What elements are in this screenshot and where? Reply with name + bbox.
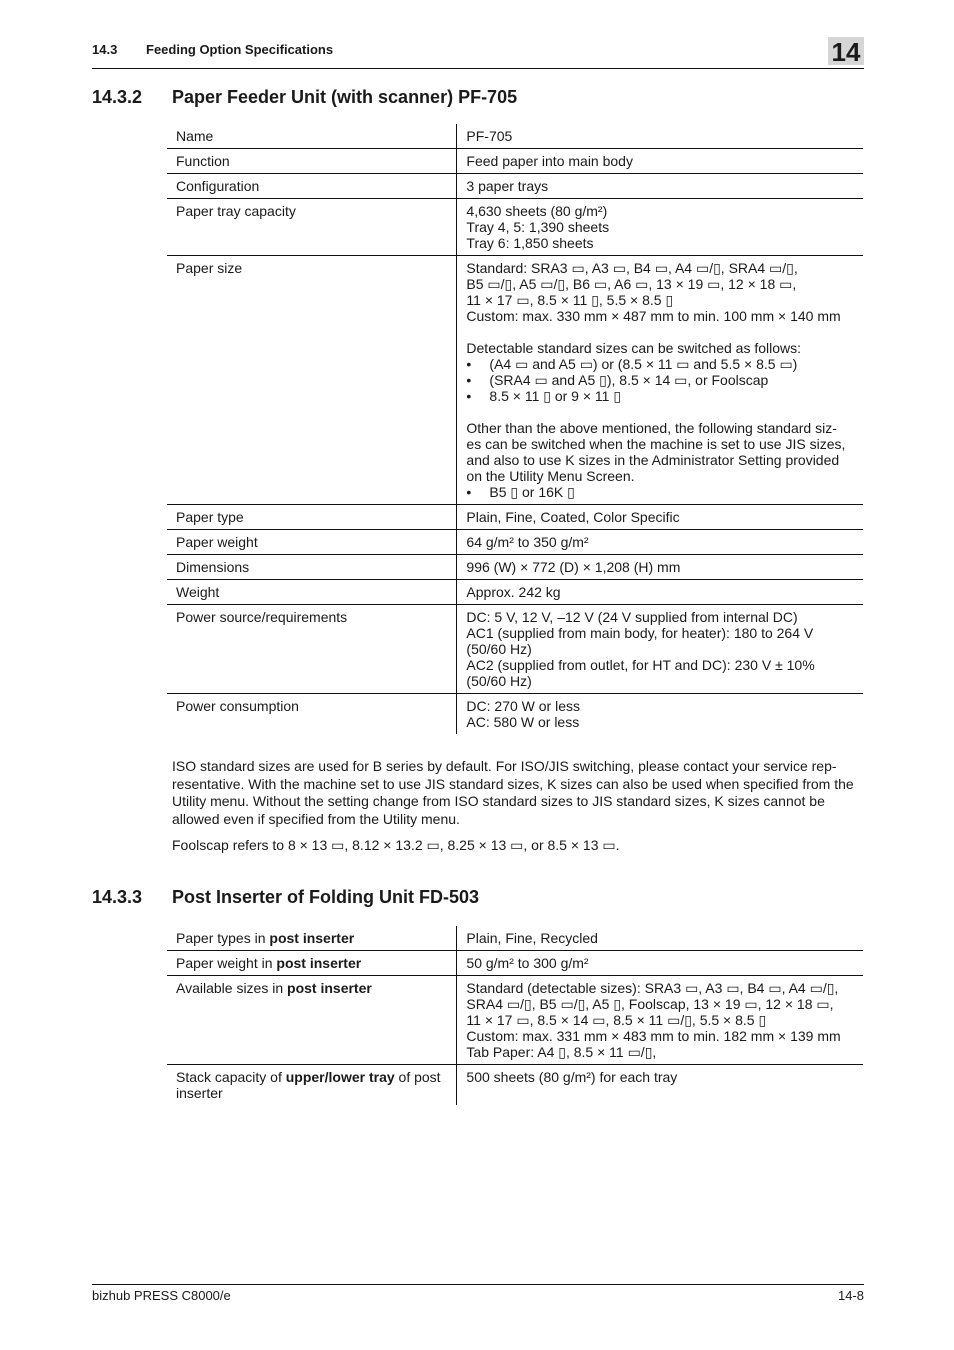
value-line: 11 × 17 ▭, 8.5 × 11 ▯, 5.5 × 8.5 ▯ xyxy=(466,292,674,308)
spec-label: Paper tray capacity xyxy=(167,199,457,256)
value-line: PF-705 xyxy=(466,128,513,144)
spec-row xyxy=(167,580,863,605)
spec-label: Power source/requirements xyxy=(167,605,457,694)
value-line: DC: 270 W or less xyxy=(466,698,580,714)
value-line: AC2 (supplied from outlet, for HT and DC): 230 V ± 10% xyxy=(466,657,815,673)
spec-row xyxy=(167,530,863,555)
spec-row xyxy=(167,505,863,530)
bullet-item: • 8.5 × 11 ▯ or 9 × 11 ▯ xyxy=(466,388,863,404)
blank-line xyxy=(466,404,863,420)
value-line: Standard: SRA3 ▭, A3 ▭, B4 ▭, A4 ▭/▯, SRA4 ▭/▯, xyxy=(466,260,798,276)
section-heading-pf705 xyxy=(92,87,517,108)
label-bold-term: upper/lower tray xyxy=(285,1069,395,1085)
spec-row xyxy=(167,124,863,149)
foolscap-note: Foolscap refers to 8 × 13 ▭, 8.12 × 13.2 ▭, 8.25 × 13 ▭, or 8.5 × 13 ▭. xyxy=(172,837,620,853)
header-title xyxy=(92,42,333,57)
header-section-title: Feeding Option Specifications xyxy=(146,42,334,57)
spec-value xyxy=(457,505,863,530)
spec-label: Configuration xyxy=(167,174,457,199)
section-number: 14.3.2 xyxy=(92,87,143,107)
label-text: Available sizes in xyxy=(176,980,288,996)
spec-row xyxy=(167,149,863,174)
spec-label: Paper type xyxy=(167,505,457,530)
value-line: B5 ▭/▯, A5 ▭/▯, B6 ▭, A6 ▭, 13 × 19 ▭, 12 × 18 ▭, xyxy=(466,276,797,292)
spec-value xyxy=(457,555,863,580)
spec-label: Name xyxy=(167,124,457,149)
value-line: on the Utility Menu Screen. xyxy=(466,468,635,484)
value-line: Feed paper into main body xyxy=(466,153,633,169)
value-line: 50 g/m² to 300 g/m² xyxy=(466,955,589,971)
spec-label: Paper weight xyxy=(167,530,457,555)
chapter-number-badge: 14 xyxy=(828,37,864,65)
value-line: and also to use K sizes in the Administrator Setting provided xyxy=(466,452,840,468)
spec-value xyxy=(457,605,863,694)
header-section-number: 14.3 xyxy=(92,42,118,57)
spec-row xyxy=(167,605,863,694)
spec-label: Function xyxy=(167,149,457,174)
value-line: Custom: max. 330 mm × 487 mm to min. 100 mm × 140 mm xyxy=(466,308,841,324)
bullet-item: • (A4 ▭ and A5 ▭) or (8.5 × 11 ▭ and 5.5 × 8.5 ▭) xyxy=(466,356,863,372)
value-line: 996 (W) × 772 (D) × 1,208 (H) mm xyxy=(466,559,681,575)
value-line: AC1 (supplied from main body, for heater): 180 to 264 V xyxy=(466,625,814,641)
spec-row xyxy=(167,976,863,1065)
iso-jis-note: ISO standard sizes are used for B series by default. For ISO/JIS switching, please contact your service rep-resentative. With the machine set to use JIS standard sizes, K sizes can also be used when specified from the Utility menu. Without the setting change from ISO standard sizes to JIS standard sizes, K sizes cannot be allowed even if specified from the Utility menu. xyxy=(172,758,854,827)
spec-label xyxy=(167,926,457,951)
value-line: Approx. 242 kg xyxy=(466,584,561,600)
bullet-item: • (SRA4 ▭ and A5 ▯), 8.5 × 14 ▭, or Foolscap xyxy=(466,372,863,388)
spec-value xyxy=(457,256,863,505)
label-bold-term: post inserter xyxy=(276,955,362,971)
spec-label xyxy=(167,951,457,976)
label-bold-term: post inserter xyxy=(269,930,355,946)
value-line: Tray 6: 1,850 sheets xyxy=(466,235,594,251)
label-text: of post inserter xyxy=(176,1069,441,1101)
value-line: (50/60 Hz) xyxy=(466,641,532,657)
spec-value xyxy=(457,174,863,199)
label-text: Paper types in xyxy=(176,930,270,946)
value-line: Plain, Fine, Recycled xyxy=(466,930,598,946)
section-title: Post Inserter of Folding Unit FD-503 xyxy=(172,887,480,907)
spec-row xyxy=(167,951,863,976)
value-line: Tray 4, 5: 1,390 sheets xyxy=(466,219,610,235)
value-line: 64 g/m² to 350 g/m² xyxy=(466,534,589,550)
page-footer xyxy=(92,1284,864,1303)
value-line: 11 × 17 ▭, 8.5 × 14 ▭, 8.5 × 11 ▭/▯, 5.5 × 8.5 ▯ xyxy=(466,1012,767,1028)
spec-row xyxy=(167,174,863,199)
value-line: Standard (detectable sizes): SRA3 ▭, A3 ▭, B4 ▭, A4 ▭/▯, xyxy=(466,980,839,996)
spec-label: Power consumption xyxy=(167,694,457,735)
spec-value xyxy=(457,199,863,256)
value-line: es can be switched when the machine is set to use JIS sizes, xyxy=(466,436,846,452)
value-line: Tab Paper: A4 ▯, 8.5 × 11 ▭/▯, xyxy=(466,1044,657,1060)
spec-row xyxy=(167,256,863,505)
value-line: 4,630 sheets (80 g/m²) xyxy=(466,203,608,219)
value-line: Detectable standard sizes can be switched as follows: xyxy=(466,340,802,356)
spec-label: Weight xyxy=(167,580,457,605)
spec-row xyxy=(167,1065,863,1106)
spec-value xyxy=(457,951,863,976)
value-line: Custom: max. 331 mm × 483 mm to min. 182 mm × 139 mm xyxy=(466,1028,841,1044)
spec-row xyxy=(167,199,863,256)
spec-value xyxy=(457,1065,863,1106)
spec-label xyxy=(167,976,457,1065)
spec-label xyxy=(167,1065,457,1106)
spec-label: Dimensions xyxy=(167,555,457,580)
spec-value xyxy=(457,926,863,951)
value-line: DC: 5 V, 12 V, –12 V (24 V supplied from internal DC) xyxy=(466,609,798,625)
value-line: 500 sheets (80 g/m²) for each tray xyxy=(466,1069,678,1085)
section-number: 14.3.3 xyxy=(92,887,143,907)
section-title: Paper Feeder Unit (with scanner) PF-705 xyxy=(172,87,518,107)
bullet-item: • B5 ▯ or 16K ▯ xyxy=(466,484,863,500)
spec-row xyxy=(167,694,863,735)
value-line: 3 paper trays xyxy=(466,178,549,194)
value-line: SRA4 ▭/▯, B5 ▭/▯, A5 ▯, Foolscap, 13 × 19 ▭, 12 × 18 ▭, xyxy=(466,996,834,1012)
value-line: Other than the above mentioned, the following standard siz- xyxy=(466,420,837,436)
label-bold-term: post inserter xyxy=(287,980,372,996)
spec-value xyxy=(457,149,863,174)
value-line: Plain, Fine, Coated, Color Specific xyxy=(466,509,680,525)
footer-product-name: bizhub PRESS C8000/e xyxy=(92,1288,231,1303)
pf705-spec-table xyxy=(167,124,863,734)
spec-row xyxy=(167,926,863,951)
spec-value xyxy=(457,976,863,1065)
spec-value xyxy=(457,694,863,735)
value-line: AC: 580 W or less xyxy=(466,714,580,730)
blank-line xyxy=(466,324,863,340)
footer-page-number: 14-8 xyxy=(837,1288,864,1303)
label-text: Paper weight in xyxy=(176,955,277,971)
value-line: (50/60 Hz) xyxy=(466,673,532,689)
spec-row xyxy=(167,555,863,580)
section-heading-fd503 xyxy=(92,887,479,908)
running-header xyxy=(92,37,864,69)
spec-value xyxy=(457,580,863,605)
spec-value xyxy=(457,530,863,555)
label-text: Stack capacity of xyxy=(176,1069,286,1085)
spec-label: Paper size xyxy=(167,256,457,505)
spec-value xyxy=(457,124,863,149)
fd503-spec-table xyxy=(167,926,863,1105)
